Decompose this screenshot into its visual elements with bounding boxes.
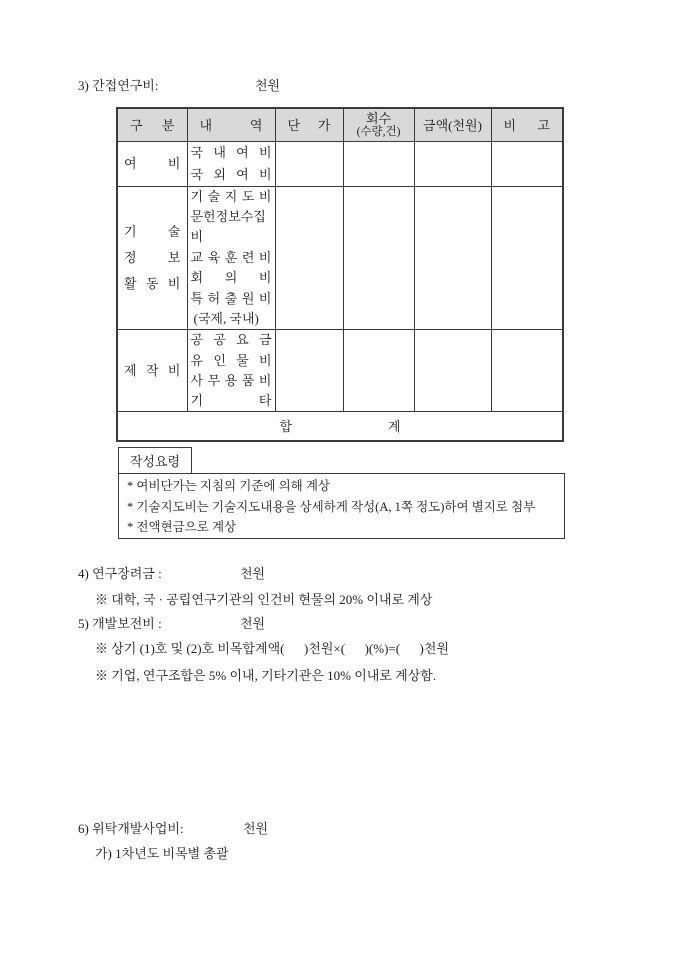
section4-unit: 천원	[240, 566, 266, 581]
empty-cell	[414, 186, 491, 330]
category-line: 여 비	[124, 155, 181, 171]
detail-cell	[187, 330, 275, 412]
empty-cell	[491, 330, 563, 412]
empty-cell	[414, 330, 491, 412]
section5-unit: 천원	[240, 616, 266, 631]
detail-line: 사 무 용 품 비	[190, 372, 272, 388]
detail-line: 국 외 여 비	[190, 166, 272, 182]
indirect-cost-table	[116, 107, 564, 442]
detail-cell	[187, 186, 275, 330]
guideline-item: * 기술지도비는 기술지도내용을 상세하게 작성(A, 1쪽 정도)하여 별지로 첨부	[127, 499, 536, 514]
detail-line: 회 의 비	[190, 270, 272, 286]
section5-note2: ※ 기업, 연구조합은 5% 이내, 기타기관은 10% 이내로 계상함.	[95, 668, 437, 683]
empty-cell	[491, 186, 563, 330]
empty-cell	[491, 141, 563, 186]
header-remark-label: 비 고	[503, 118, 550, 134]
detail-line: 유 인 물 비	[190, 352, 272, 368]
section6-label: 6) 위탁개발사업비:	[78, 821, 184, 836]
detail-line: 기 타	[190, 392, 272, 408]
section6-sub: 가) 1차년도 비목별 총괄	[95, 846, 229, 861]
header-remark	[491, 108, 563, 141]
empty-cell	[275, 330, 343, 412]
header-detail	[187, 108, 275, 141]
category-cell	[117, 141, 187, 186]
empty-cell	[414, 141, 491, 186]
table-total-row	[117, 412, 563, 441]
category-line: 제 작 비	[124, 362, 181, 378]
header-count-line2: (수량,건)	[356, 125, 401, 138]
section5-label: 5) 개발보전비 :	[78, 616, 162, 631]
section3-label: 3) 간접연구비:	[78, 78, 159, 93]
table-row-tech-info	[117, 186, 563, 330]
table-row-production	[117, 330, 563, 412]
detail-line: 문헌정보수집비	[190, 208, 266, 245]
total-label-left: 합	[279, 419, 292, 435]
table-header-row	[117, 108, 563, 141]
empty-cell	[343, 186, 414, 330]
header-amount: 금액(천원)	[414, 108, 491, 141]
section6-unit: 천원	[243, 821, 269, 836]
guideline-box	[118, 473, 565, 539]
header-category	[117, 108, 187, 141]
detail-line: 교 육 훈 련 비	[190, 249, 272, 265]
guideline-item: * 전액현금으로 계상	[127, 520, 237, 534]
category-cell	[117, 330, 187, 412]
detail-line: 공 공 요 금	[190, 332, 272, 348]
section3-unit: 천원	[255, 78, 281, 93]
detail-line: 기 술 지 도 비	[190, 188, 272, 204]
guideline-tab	[118, 447, 192, 473]
header-count	[343, 108, 414, 141]
empty-cell	[275, 186, 343, 330]
detail-line: 특 허 출 원 비	[190, 290, 272, 306]
header-unit-price	[275, 108, 343, 141]
empty-cell	[275, 141, 343, 186]
section4-label: 4) 연구장려금 :	[78, 566, 162, 581]
header-detail-label: 내 역	[199, 118, 263, 134]
section5-note1: ※ 상기 (1)호 및 (2)호 비목합계액( )천원×( )(%)=( )천원	[95, 641, 450, 656]
category-line: 활 동 비	[124, 275, 181, 291]
detail-line: 국 내 여 비	[190, 144, 272, 160]
total-cell	[117, 412, 563, 441]
guideline-item: * 여비단가는 지침의 기준에 의해 계상	[127, 479, 331, 493]
category-line: 정 보	[124, 249, 181, 265]
table-row-travel	[117, 141, 563, 186]
guideline-title: 작성요령	[129, 454, 181, 469]
total-label-right: 계	[388, 419, 401, 435]
header-unit-price-label: 단 가	[287, 118, 331, 134]
category-line: 기 술	[124, 223, 181, 239]
header-count-line1: 회수	[365, 110, 392, 126]
header-category-label: 구 분	[130, 118, 175, 134]
empty-cell	[343, 330, 414, 412]
detail-cell	[187, 141, 275, 186]
detail-line: (국제, 국내)	[193, 310, 259, 326]
category-cell	[117, 186, 187, 330]
empty-cell	[343, 141, 414, 186]
section4-note: ※ 대학, 국 · 공립연구기관의 인건비 현물의 20% 이내로 계상	[95, 592, 433, 607]
